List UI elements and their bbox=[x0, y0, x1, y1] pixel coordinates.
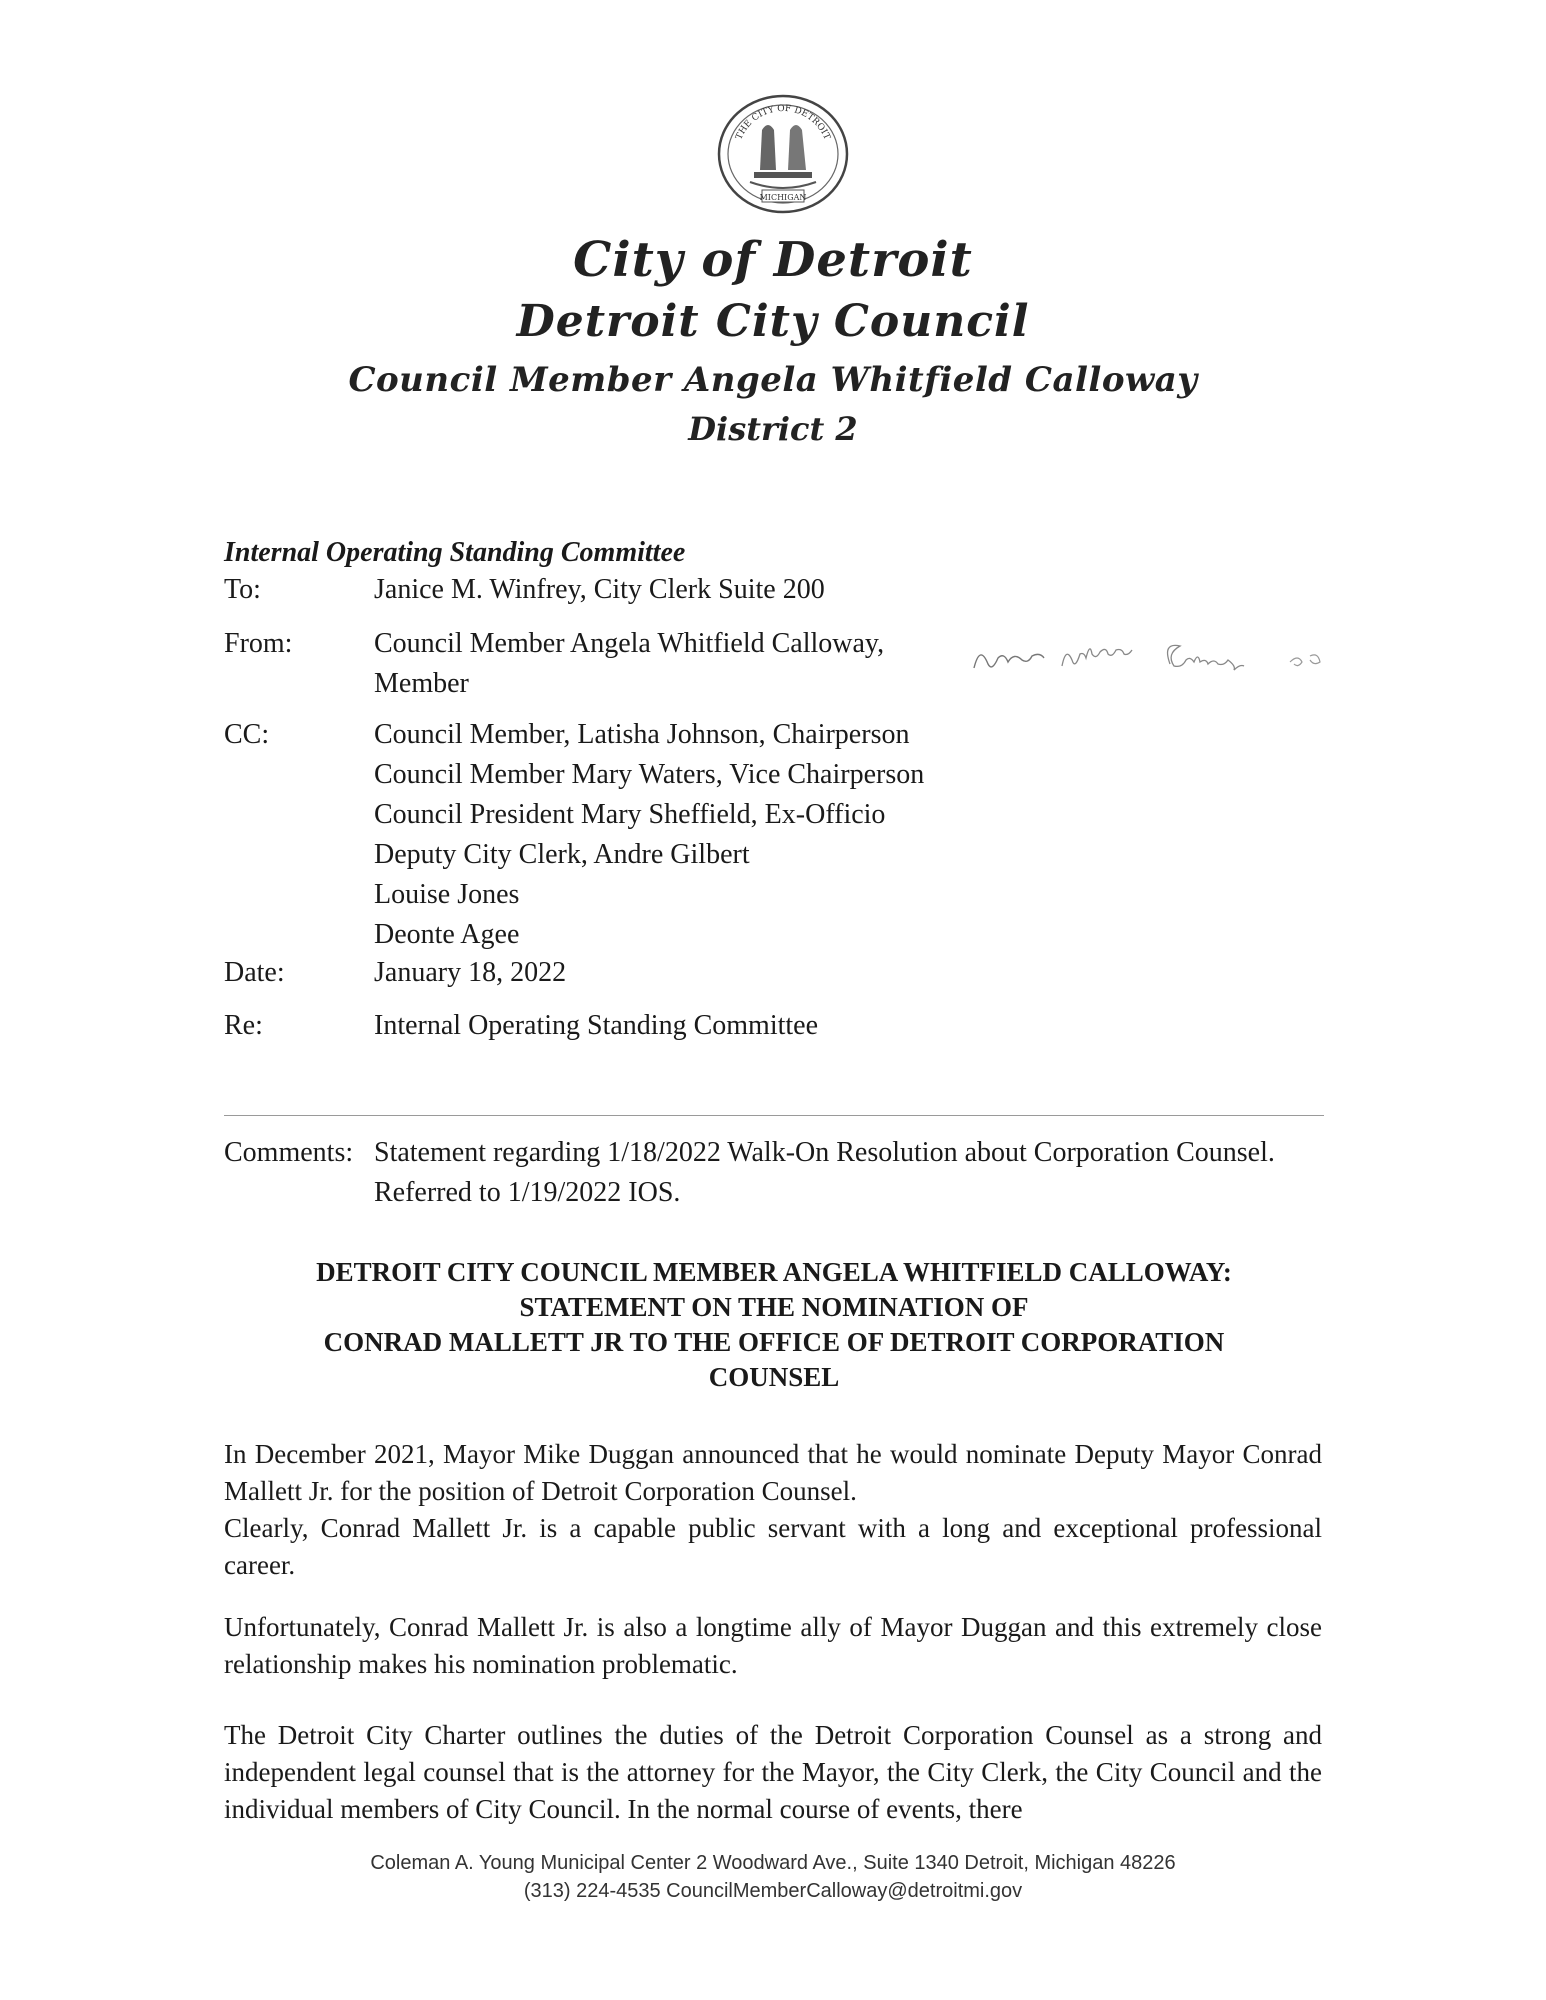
paragraph-1-sentence-a: In December 2021, Mayor Mike Duggan announced that he would nominate Deputy Mayor Conrad Mallett Jr. for the position of Detroit Corporation Counsel. bbox=[224, 1439, 1322, 1506]
heading-line: STATEMENT ON THE NOMINATION OF bbox=[519, 1292, 1029, 1322]
comments-value: Statement regarding 1/18/2022 Walk-On Resolution about Corporation Counsel. Referred to 1/19/2022 IOS. bbox=[374, 1137, 1275, 1208]
handwritten-signature bbox=[970, 638, 1330, 678]
comments-label: Comments: bbox=[224, 1137, 354, 1168]
date-value: January 18, 2022 bbox=[374, 957, 567, 988]
re-label: Re: bbox=[224, 1010, 263, 1041]
from-line-2: Member bbox=[374, 668, 469, 699]
letterhead-council: Detroit City Council bbox=[516, 296, 1030, 347]
from-value bbox=[374, 624, 884, 704]
letterhead-city: City of Detroit bbox=[573, 232, 973, 288]
cc-label: CC: bbox=[224, 719, 270, 750]
cc-item: Council Member, Latisha Johnson, Chairperson bbox=[374, 719, 910, 750]
statement-heading bbox=[224, 1255, 1324, 1395]
to-value: Janice M. Winfrey, City Clerk Suite 200 bbox=[374, 574, 825, 605]
cc-item: Council President Mary Sheffield, Ex-Officio bbox=[374, 799, 886, 830]
cc-item: Deonte Agee bbox=[374, 919, 520, 950]
paragraph-1-sentence-b: Clearly, Conrad Mallett Jr. is a capable public servant with a long and exceptional professional career. bbox=[224, 1513, 1322, 1580]
from-line-1: Council Member Angela Whitfield Calloway, bbox=[374, 628, 885, 659]
cc-item: Council Member Mary Waters, Vice Chairperson bbox=[374, 759, 925, 790]
cc-item: Deputy City Clerk, Andre Gilbert bbox=[374, 839, 750, 870]
paragraph-3: The Detroit City Charter outlines the duties of the Detroit Corporation Counsel as a strong and independent legal counsel that is the attorney for the Mayor, the City Clerk, the City Council and the individual members of City Council. In the normal course of events, there bbox=[224, 1720, 1322, 1824]
heading-line: COUNSEL bbox=[708, 1362, 840, 1392]
footer-contact: (313) 224-4535 CouncilMemberCalloway@detroitmi.gov bbox=[523, 1880, 1023, 1902]
seal-text-top: THE CITY OF DETROIT bbox=[734, 103, 832, 142]
divider-line bbox=[224, 1115, 1324, 1116]
date-label: Date: bbox=[224, 957, 285, 988]
letterhead-member: Council Member Angela Whitfield Calloway bbox=[348, 360, 1198, 400]
svg-text:THE CITY OF DETROIT bbox=[734, 104, 831, 141]
heading-line: CONRAD MALLETT JR TO THE OFFICE OF DETROIT CORPORATION bbox=[323, 1327, 1225, 1357]
cc-list bbox=[374, 715, 924, 955]
heading-line: DETROIT CITY COUNCIL MEMBER ANGELA WHITFIELD CALLOWAY: bbox=[316, 1257, 1232, 1287]
cc-item: Louise Jones bbox=[374, 879, 520, 910]
from-label: From: bbox=[224, 628, 293, 659]
city-seal-icon bbox=[710, 90, 856, 218]
committee-title: Internal Operating Standing Committee bbox=[224, 537, 686, 568]
re-value: Internal Operating Standing Committee bbox=[374, 1010, 819, 1041]
footer-address: Coleman A. Young Municipal Center 2 Woodward Ave., Suite 1340 Detroit, Michigan 48226 bbox=[370, 1852, 1176, 1874]
paragraph-1 bbox=[224, 1436, 1322, 1584]
letterhead-district: District 2 bbox=[688, 410, 858, 448]
seal-text-bottom: MICHIGAN bbox=[759, 193, 807, 202]
paragraph-2: Unfortunately, Conrad Mallett Jr. is also a longtime ally of Mayor Duggan and this extremely close relationship makes his nomination problematic. bbox=[224, 1612, 1322, 1679]
to-label: To: bbox=[224, 574, 261, 605]
